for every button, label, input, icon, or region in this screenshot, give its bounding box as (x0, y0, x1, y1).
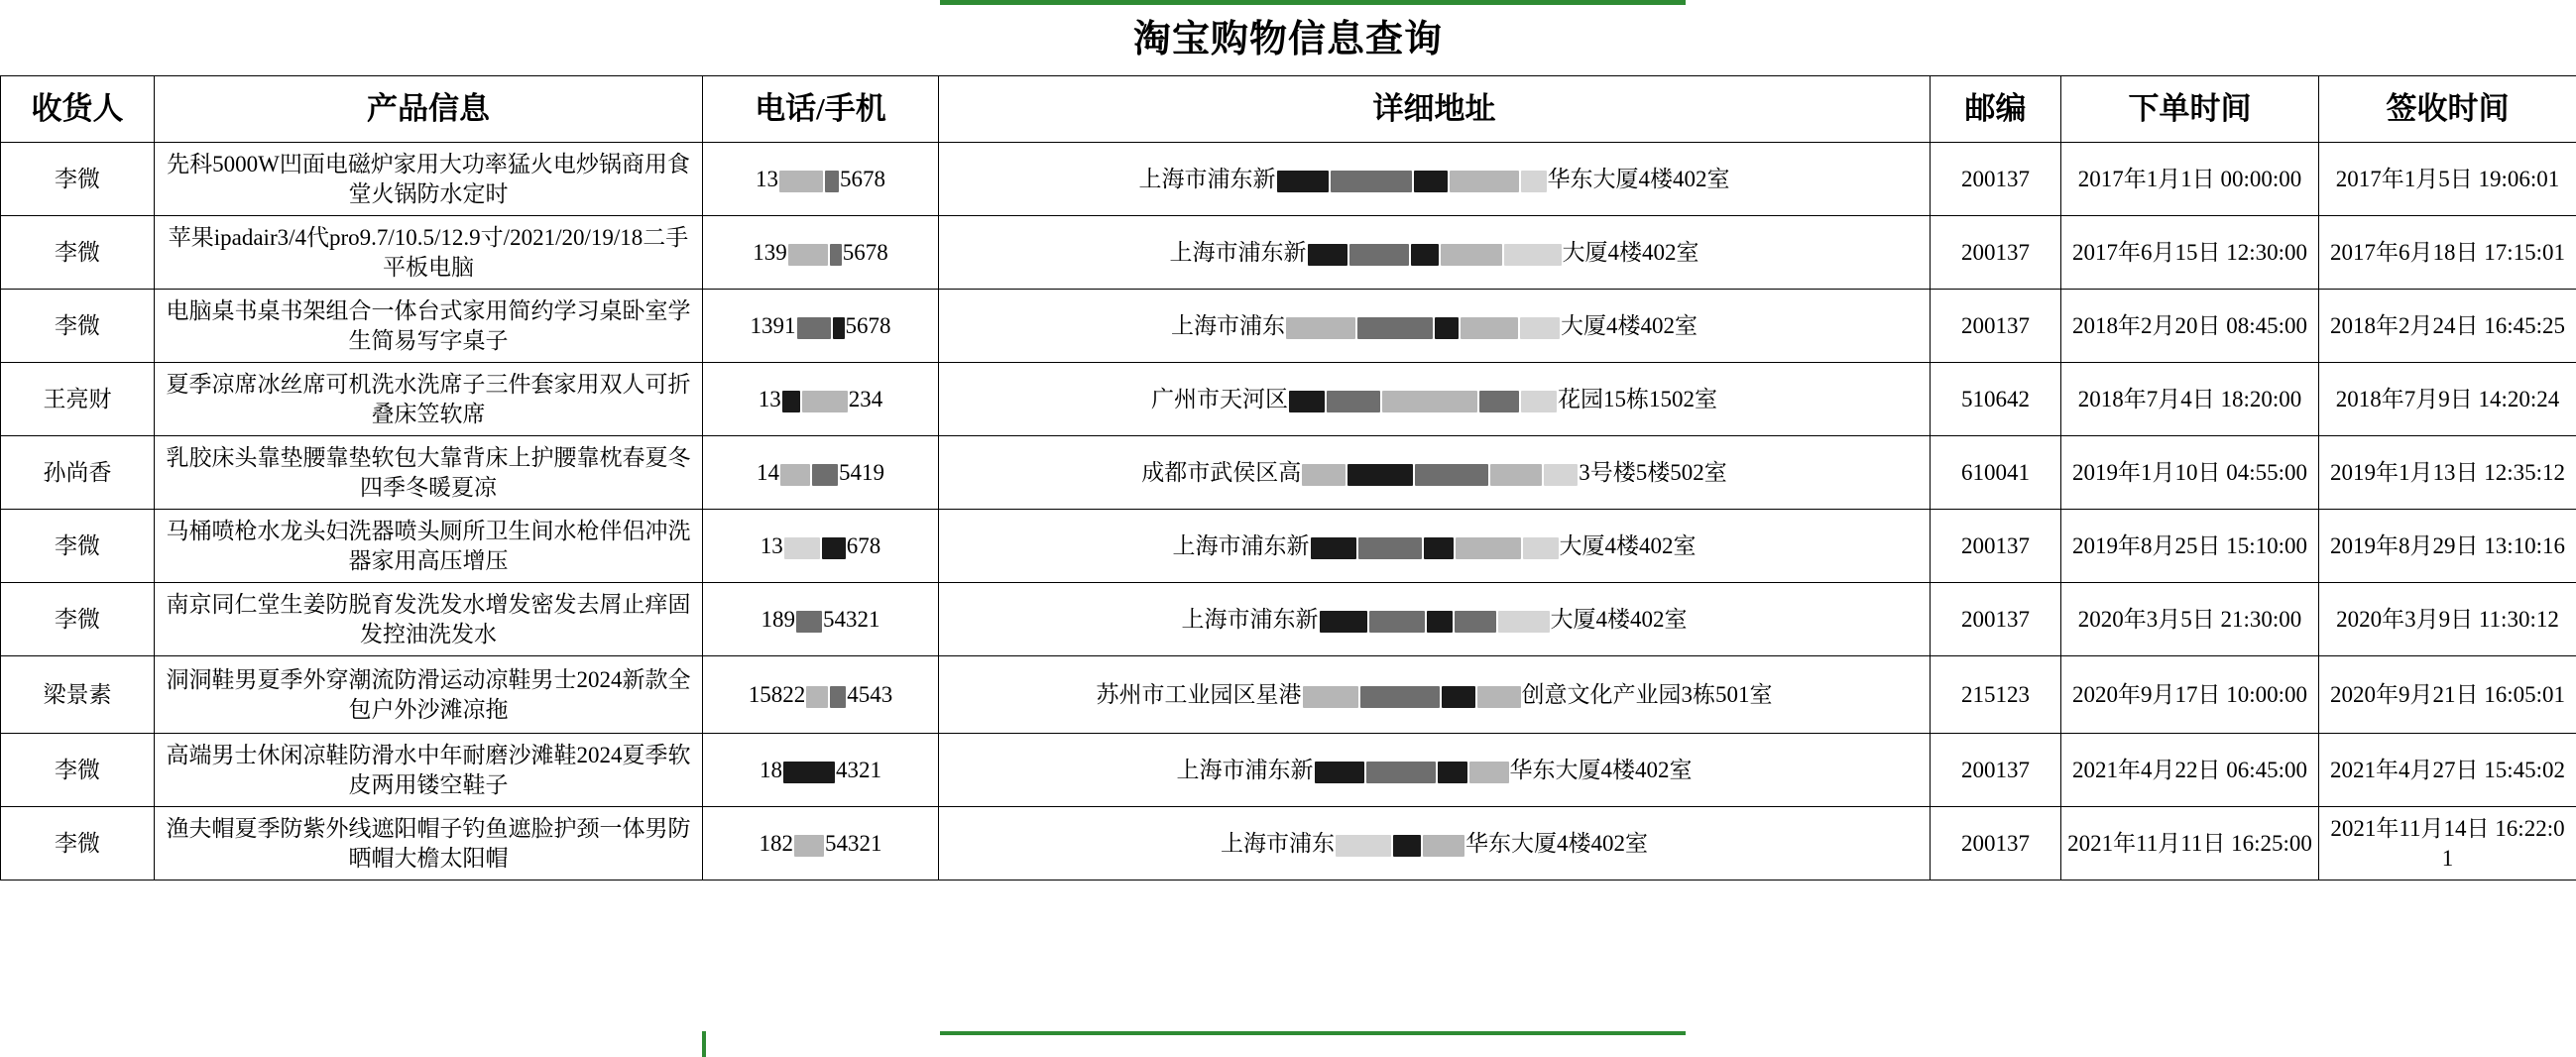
column-header-order-time: 下单时间 (2061, 76, 2319, 143)
phone-prefix: 182 (759, 830, 793, 856)
cell-order-time: 2020年9月17日 10:00:00 (2061, 656, 2319, 734)
column-header-zipcode: 邮编 (1931, 76, 2061, 143)
redaction-block (797, 317, 831, 339)
redaction-block (1479, 391, 1519, 412)
phone-suffix: 5678 (842, 239, 888, 265)
column-header-phone: 电话/手机 (703, 76, 939, 143)
redaction-block (779, 171, 823, 192)
redaction-block (1311, 537, 1356, 559)
address-suffix: 华东大厦4楼402室 (1465, 830, 1648, 856)
cell-product: 夏季凉席冰丝席可机洗水洗席子三件套家用双人可折叠床笠软席 (155, 363, 703, 436)
address-prefix: 上海市浦东 (1171, 312, 1285, 338)
cell-product: 洞洞鞋男夏季外穿潮流防滑运动凉鞋男士2024新款全包户外沙滩凉拖 (155, 656, 703, 734)
address-suffix: 华东大厦4楼402室 (1509, 757, 1693, 782)
redaction-block (1521, 171, 1547, 192)
redaction-block (1327, 391, 1380, 412)
redaction-block (1504, 244, 1562, 266)
cell-recipient: 李微 (1, 143, 155, 216)
cell-zipcode: 200137 (1931, 510, 2061, 583)
purchase-info-table (0, 75, 2576, 881)
phone-suffix: 5419 (839, 459, 884, 485)
cell-address (939, 436, 1931, 510)
redaction-block (1411, 244, 1439, 266)
cell-recipient: 李微 (1, 216, 155, 290)
redaction-block (1424, 537, 1454, 559)
redaction-block (1435, 317, 1459, 339)
cell-sign-time: 2017年6月18日 17:15:01 (2319, 216, 2576, 290)
phone-prefix: 13 (758, 386, 781, 411)
phone-suffix: 54321 (823, 606, 880, 632)
cell-product: 南京同仁堂生姜防脱育发洗发水增发密发去屑止痒固发控油洗发水 (155, 583, 703, 656)
address-prefix: 成都市武侯区高 (1141, 459, 1302, 485)
cell-phone (703, 436, 939, 510)
redaction-block (1523, 537, 1559, 559)
redaction-block (802, 391, 848, 412)
table-row (1, 807, 2576, 881)
cell-recipient: 王亮财 (1, 363, 155, 436)
table-row (1, 290, 2576, 363)
cell-product: 苹果ipadair3/4代pro9.7/10.5/12.9寸/2021/20/19/18二手平板电脑 (155, 216, 703, 290)
cell-recipient: 李微 (1, 510, 155, 583)
cell-sign-time: 2020年3月9日 11:30:12 (2319, 583, 2576, 656)
cell-recipient: 李微 (1, 734, 155, 807)
redaction-block (782, 391, 800, 412)
phone-prefix: 13 (760, 532, 783, 558)
cell-address (939, 510, 1931, 583)
redaction-block (1498, 611, 1550, 633)
redaction-block (784, 537, 820, 559)
redaction-block (1521, 391, 1557, 412)
cell-sign-time: 2020年9月21日 16:05:01 (2319, 656, 2576, 734)
cell-product: 高端男士休闲凉鞋防滑水中年耐磨沙滩鞋2024夏季软皮两用镂空鞋子 (155, 734, 703, 807)
redaction-block (1369, 611, 1425, 633)
cell-recipient: 李微 (1, 290, 155, 363)
address-suffix: 大厦4楼402室 (1562, 239, 1699, 265)
phone-suffix: 4321 (836, 757, 881, 782)
address-suffix: 大厦4楼402室 (1559, 532, 1697, 558)
phone-suffix: 5678 (840, 166, 885, 191)
cell-address (939, 363, 1931, 436)
redaction-block (1358, 537, 1422, 559)
cell-sign-time: 2018年2月24日 16:45:25 (2319, 290, 2576, 363)
cell-phone (703, 290, 939, 363)
cell-sign-time: 2019年1月13日 12:35:12 (2319, 436, 2576, 510)
address-suffix: 创意文化产业园3栋501室 (1521, 681, 1773, 707)
cell-address (939, 290, 1931, 363)
cell-product: 乳胶床头靠垫腰靠垫软包大靠背床上护腰靠枕春夏冬四季冬暖夏凉 (155, 436, 703, 510)
phone-prefix: 139 (753, 239, 787, 265)
address-prefix: 上海市浦东 (1221, 830, 1335, 856)
column-header-sign-time: 签收时间 (2319, 76, 2576, 143)
redaction-block (1336, 835, 1391, 857)
redaction-block (1360, 686, 1440, 708)
address-suffix: 大厦4楼402室 (1561, 312, 1698, 338)
table-row (1, 583, 2576, 656)
table-row (1, 656, 2576, 734)
cell-phone (703, 143, 939, 216)
address-prefix: 广州市天河区 (1151, 386, 1288, 411)
redaction-block (1442, 686, 1475, 708)
redaction-block (1347, 464, 1413, 486)
bottom-left-accent-mark (702, 1031, 706, 1057)
cell-address (939, 656, 1931, 734)
redaction-block (825, 171, 839, 192)
redaction-block (1423, 835, 1464, 857)
table-row (1, 436, 2576, 510)
redaction-block (822, 537, 846, 559)
cell-recipient: 梁景素 (1, 656, 155, 734)
address-prefix: 上海市浦东新 (1169, 239, 1307, 265)
cell-phone (703, 216, 939, 290)
redaction-block (1331, 171, 1412, 192)
cell-product: 马桶喷枪水龙头妇洗器喷头厕所卫生间水枪伴侣冲洗器家用高压增压 (155, 510, 703, 583)
redaction-block (1320, 611, 1367, 633)
phone-suffix: 678 (846, 532, 881, 558)
redaction-block (1520, 317, 1560, 339)
cell-zipcode: 610041 (1931, 436, 2061, 510)
address-prefix: 上海市浦东新 (1181, 606, 1319, 632)
redaction-block (1490, 464, 1542, 486)
cell-zipcode: 200137 (1931, 807, 2061, 881)
redaction-block (1308, 244, 1347, 266)
cell-product: 先科5000W凹面电磁炉家用大功率猛火电炒锅商用食堂火锅防水定时 (155, 143, 703, 216)
redaction-block (1349, 244, 1409, 266)
cell-zipcode: 200137 (1931, 583, 2061, 656)
table-row (1, 363, 2576, 436)
phone-prefix: 18 (760, 757, 782, 782)
cell-order-time: 2017年1月1日 00:00:00 (2061, 143, 2319, 216)
redaction-block (1415, 464, 1488, 486)
address-prefix: 上海市浦东新 (1176, 757, 1314, 782)
bottom-accent-bar (940, 1031, 1686, 1035)
cell-address (939, 734, 1931, 807)
cell-phone (703, 363, 939, 436)
cell-order-time: 2018年2月20日 08:45:00 (2061, 290, 2319, 363)
phone-prefix: 14 (757, 459, 779, 485)
phone-prefix: 1391 (750, 312, 796, 338)
phone-suffix: 4543 (847, 681, 893, 707)
redaction-block (1455, 611, 1496, 633)
address-prefix: 上海市浦东新 (1138, 166, 1276, 191)
cell-sign-time: 2021年11月14日 16:22:01 (2319, 807, 2576, 881)
cell-product: 电脑桌书桌书架组合一体台式家用简约学习桌卧室学生简易写字桌子 (155, 290, 703, 363)
cell-recipient: 李微 (1, 583, 155, 656)
table-row (1, 510, 2576, 583)
cell-zipcode: 200137 (1931, 216, 2061, 290)
redaction-block (806, 686, 828, 708)
cell-sign-time: 2018年7月9日 14:20:24 (2319, 363, 2576, 436)
redaction-block (833, 317, 845, 339)
cell-order-time: 2019年8月25日 15:10:00 (2061, 510, 2319, 583)
phone-prefix: 13 (756, 166, 778, 191)
cell-recipient: 孙尚香 (1, 436, 155, 510)
cell-address (939, 216, 1931, 290)
cell-address (939, 143, 1931, 216)
redaction-block (1456, 537, 1521, 559)
cell-product: 渔夫帽夏季防紫外线遮阳帽子钓鱼遮脸护颈一体男防晒帽大檐太阳帽 (155, 807, 703, 881)
redaction-block (1357, 317, 1433, 339)
column-header-product: 产品信息 (155, 76, 703, 143)
redaction-block (780, 464, 810, 486)
redaction-block (1286, 317, 1355, 339)
redaction-block (1366, 762, 1436, 783)
cell-phone (703, 734, 939, 807)
redaction-block (1382, 391, 1477, 412)
address-prefix: 苏州市工业园区星港 (1096, 681, 1302, 707)
cell-order-time: 2021年11月11日 16:25:00 (2061, 807, 2319, 881)
top-accent-bar (940, 0, 1686, 5)
cell-order-time: 2018年7月4日 18:20:00 (2061, 363, 2319, 436)
redaction-block (1302, 464, 1346, 486)
address-suffix: 华东大厦4楼402室 (1547, 166, 1730, 191)
redaction-block (1393, 835, 1421, 857)
redaction-block (1450, 171, 1519, 192)
address-suffix: 3号楼5楼502室 (1579, 459, 1727, 485)
cell-zipcode: 200137 (1931, 143, 2061, 216)
redaction-block (1315, 762, 1364, 783)
page-title: 淘宝购物信息查询 (1132, 19, 1443, 60)
redaction-block (830, 686, 846, 708)
cell-zipcode: 200137 (1931, 734, 2061, 807)
redaction-block (830, 244, 842, 266)
address-suffix: 大厦4楼402室 (1550, 606, 1688, 632)
address-prefix: 上海市浦东新 (1172, 532, 1310, 558)
redaction-block (1544, 464, 1578, 486)
cell-order-time: 2017年6月15日 12:30:00 (2061, 216, 2319, 290)
redaction-block (1438, 762, 1467, 783)
cell-sign-time: 2021年4月27日 15:45:02 (2319, 734, 2576, 807)
redaction-block (1277, 171, 1329, 192)
cell-recipient: 李微 (1, 807, 155, 881)
redaction-block (1303, 686, 1358, 708)
redaction-block (783, 762, 835, 783)
cell-address (939, 583, 1931, 656)
column-header-address: 详细地址 (939, 76, 1931, 143)
table-row (1, 216, 2576, 290)
redaction-block (788, 244, 828, 266)
cell-zipcode: 215123 (1931, 656, 2061, 734)
table-row (1, 143, 2576, 216)
cell-sign-time: 2019年8月29日 13:10:16 (2319, 510, 2576, 583)
redaction-block (796, 611, 822, 633)
cell-address (939, 807, 1931, 881)
redaction-block (1427, 611, 1453, 633)
table-header-row (1, 76, 2576, 143)
phone-prefix: 189 (761, 606, 795, 632)
redaction-block (1441, 244, 1502, 266)
phone-suffix: 5678 (845, 312, 891, 338)
redaction-block (1469, 762, 1509, 783)
cell-phone (703, 583, 939, 656)
redaction-block (1461, 317, 1518, 339)
phone-suffix: 54321 (825, 830, 882, 856)
address-suffix: 花园15栋1502室 (1558, 386, 1717, 411)
table-row (1, 734, 2576, 807)
cell-order-time: 2019年1月10日 04:55:00 (2061, 436, 2319, 510)
redaction-block (1414, 171, 1448, 192)
cell-phone (703, 807, 939, 881)
cell-zipcode: 200137 (1931, 290, 2061, 363)
cell-sign-time: 2017年1月5日 19:06:01 (2319, 143, 2576, 216)
column-header-recipient: 收货人 (1, 76, 155, 143)
cell-phone (703, 656, 939, 734)
phone-suffix: 234 (848, 386, 883, 411)
redaction-block (812, 464, 838, 486)
phone-prefix: 15822 (748, 681, 806, 707)
redaction-block (1289, 391, 1325, 412)
redaction-block (1477, 686, 1521, 708)
cell-order-time: 2020年3月5日 21:30:00 (2061, 583, 2319, 656)
redaction-block (794, 835, 824, 857)
cell-order-time: 2021年4月22日 06:45:00 (2061, 734, 2319, 807)
cell-zipcode: 510642 (1931, 363, 2061, 436)
cell-phone (703, 510, 939, 583)
